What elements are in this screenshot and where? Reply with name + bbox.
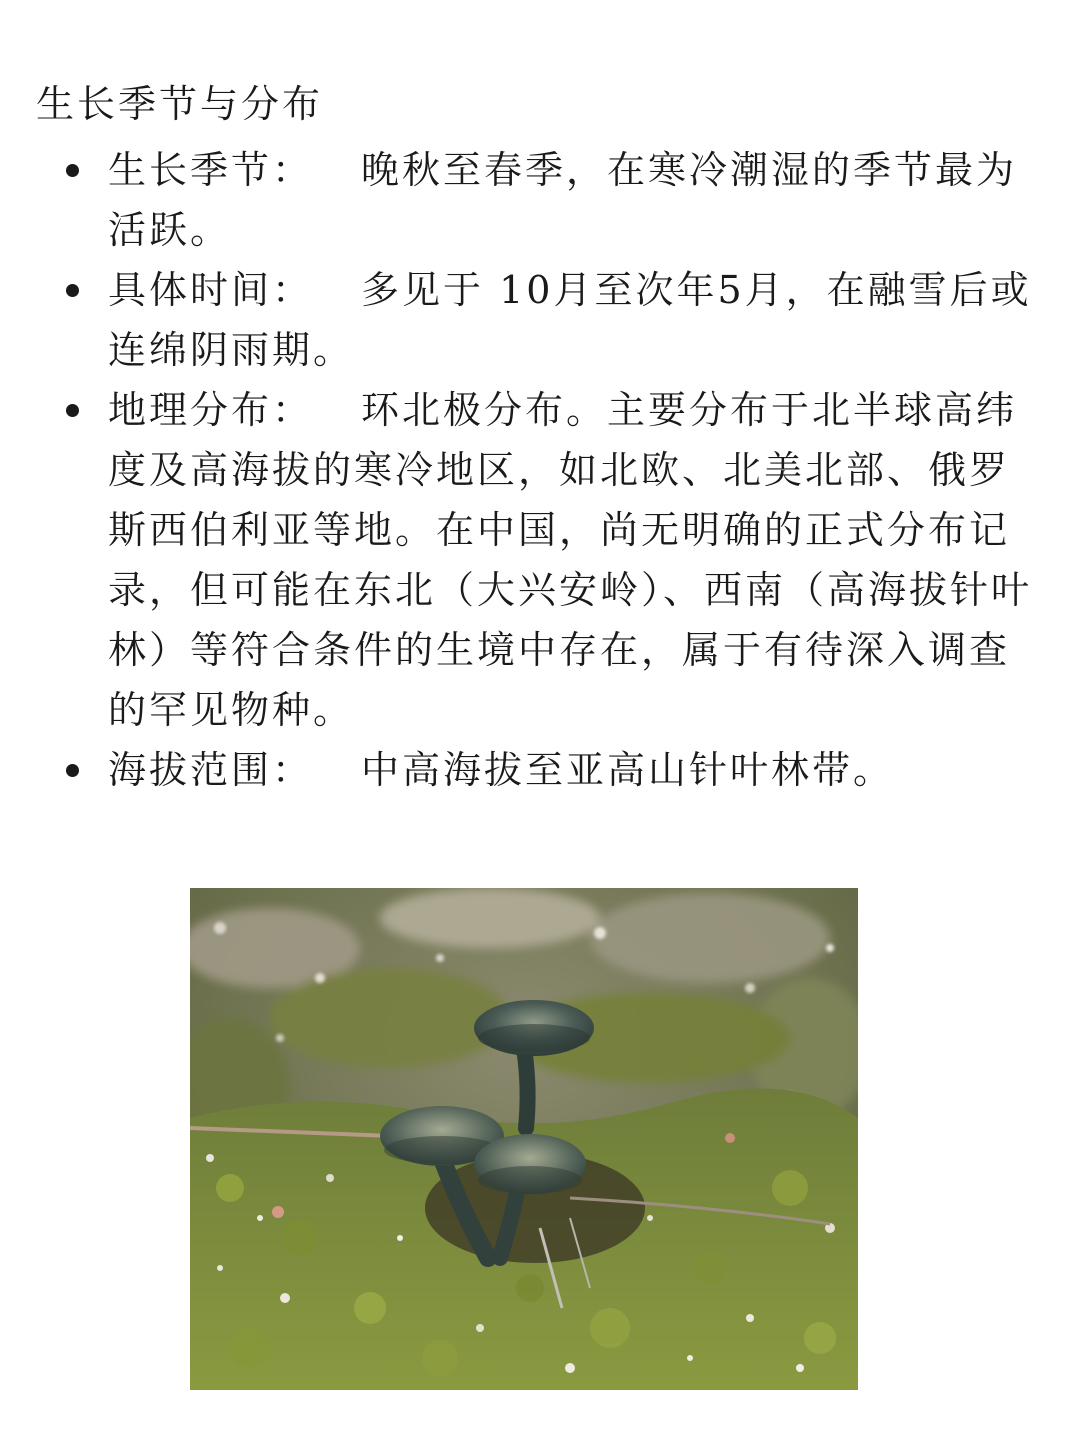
bullet-dot [66, 764, 79, 777]
mushroom-photo [190, 888, 858, 1390]
item-label: 地理分布： [108, 388, 314, 432]
bullet-dot [66, 284, 79, 297]
bullet-dot [66, 404, 79, 417]
bullet-dot [66, 164, 79, 177]
mushroom-photo-illustration [190, 888, 858, 1390]
list-item [0, 740, 1080, 800]
item-label: 生长季节： [108, 148, 314, 192]
item-text: 多见于 10月至次年5月，在融雪后或连绵阴雨期。 [108, 268, 1032, 372]
list-item [0, 380, 1080, 740]
item-label: 海拔范围： [108, 748, 314, 792]
list-item [0, 140, 1080, 260]
bullet-list [0, 140, 1080, 800]
section-title: 生长季节与分布 [36, 82, 324, 126]
item-label: 具体时间： [108, 268, 314, 312]
list-item [0, 260, 1080, 380]
item-text: 中高海拔至亚高山针叶林带。 [361, 748, 895, 792]
item-text: 环北极分布。主要分布于北半球高纬度及高海拔的寒冷地区，如北欧、北美北部、俄罗斯西伯利亚等地。在中国，尚无明确的正式分布记录，但可能在东北（大兴安岭）、西南（高海拔针叶林）等符合条件的生境中存在，属于有待深入调查的罕见物种。 [108, 388, 1033, 732]
item-text: 晚秋至春季，在寒冷潮湿的季节最为活跃。 [108, 148, 1018, 252]
